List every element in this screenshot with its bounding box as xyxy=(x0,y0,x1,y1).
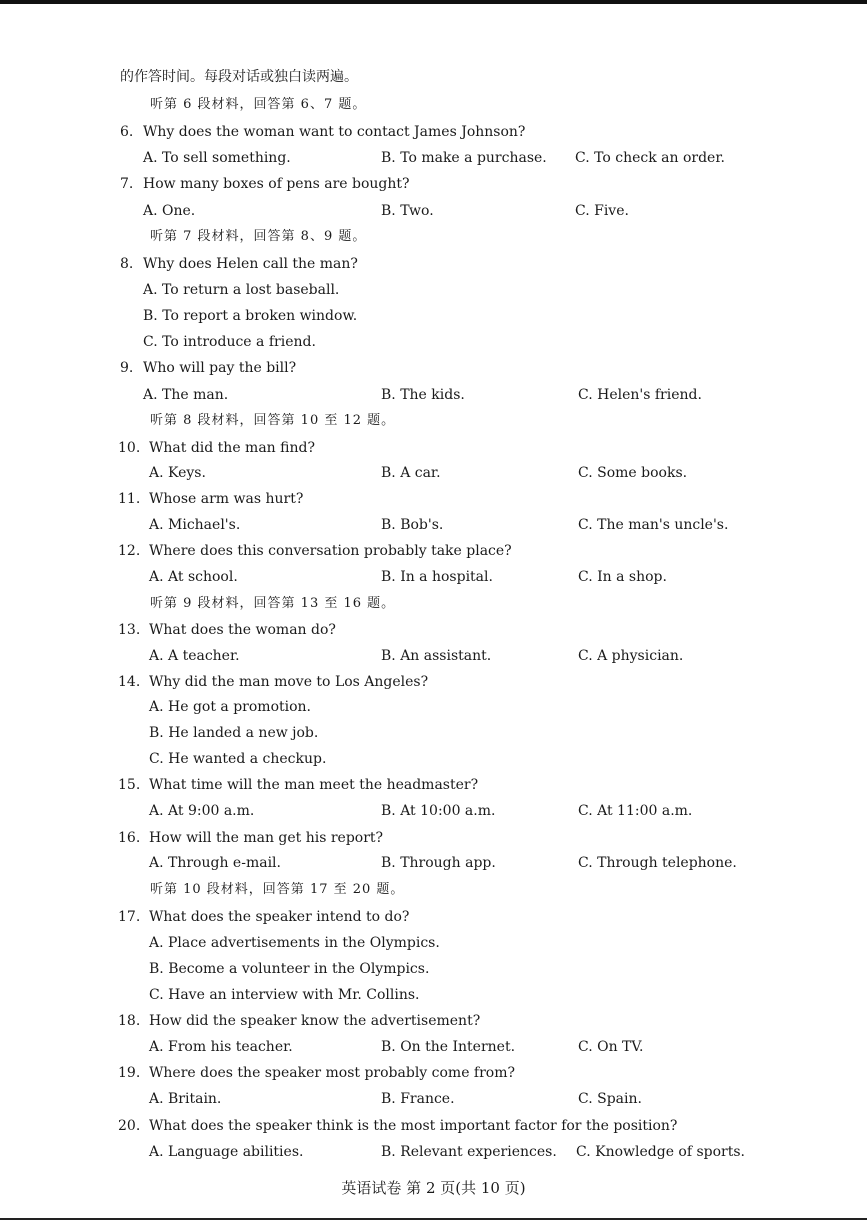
question-text: Where does this conversation probably take place? xyxy=(149,543,512,559)
option-a: A. Through e-mail. xyxy=(149,855,281,871)
question-17 xyxy=(0,906,867,928)
option-b: B. An assistant. xyxy=(381,648,492,664)
question-text: What does the speaker think is the most important factor for the position? xyxy=(149,1118,678,1134)
options-13 xyxy=(0,645,867,667)
option-c: C. The man's uncle's. xyxy=(578,517,729,533)
question-number: 11. xyxy=(118,491,141,507)
options-6 xyxy=(0,147,867,169)
question-number: 7. xyxy=(120,176,134,192)
options-10 xyxy=(0,462,867,484)
question-number: 12. xyxy=(118,543,141,559)
question-text: Why does the woman want to contact James Johnson? xyxy=(143,124,526,140)
option-b: B. He landed a new job. xyxy=(149,725,319,741)
option-a: A. A teacher. xyxy=(149,648,240,664)
question-number: 20. xyxy=(118,1118,141,1134)
options-16 xyxy=(0,852,867,874)
option-c: C. In a shop. xyxy=(578,569,667,585)
section-heading: 听第 9 段材料，回答第 13 至 16 题。 xyxy=(150,596,396,611)
question-text: Where does the speaker most probably come from? xyxy=(149,1065,516,1081)
question-8 xyxy=(0,253,867,275)
question-7 xyxy=(0,173,867,195)
question-14 xyxy=(0,671,867,693)
option-b: B. At 10:00 a.m. xyxy=(381,803,496,819)
option-c-line xyxy=(0,984,867,1006)
question-11 xyxy=(0,488,867,510)
options-9 xyxy=(0,384,867,406)
option-b: B. Become a volunteer in the Olympics. xyxy=(149,961,430,977)
option-a: A. He got a promotion. xyxy=(149,699,312,715)
options-15 xyxy=(0,800,867,822)
question-text: Whose arm was hurt? xyxy=(149,491,304,507)
option-b: B. Relevant experiences. xyxy=(381,1144,557,1160)
option-b: B. On the Internet. xyxy=(381,1039,516,1055)
section-heading: 听第 6 段材料，回答第 6、7 题。 xyxy=(150,97,367,112)
options-20 xyxy=(0,1141,867,1163)
option-a: A. Britain. xyxy=(149,1091,222,1107)
option-b: B. To report a broken window. xyxy=(143,308,358,324)
option-b: B. Two. xyxy=(381,203,434,219)
option-b: B. The kids. xyxy=(381,387,465,403)
option-b-line xyxy=(0,722,867,744)
option-c: C. Spain. xyxy=(578,1091,642,1107)
question-text: What time will the man meet the headmaster? xyxy=(149,777,479,793)
question-text: Who will pay the bill? xyxy=(143,360,297,376)
question-12 xyxy=(0,540,867,562)
question-number: 6. xyxy=(120,124,134,140)
option-a: A. Place advertisements in the Olympics. xyxy=(149,935,440,951)
option-c: C. Knowledge of sports. xyxy=(576,1144,746,1160)
question-text: What did the man find? xyxy=(149,440,315,456)
option-c: C. Some books. xyxy=(578,465,688,481)
question-text: How will the man get his report? xyxy=(149,830,384,846)
options-11 xyxy=(0,514,867,536)
question-number: 19. xyxy=(118,1065,141,1081)
question-number: 8. xyxy=(120,256,134,272)
option-a: A. Language abilities. xyxy=(149,1144,304,1160)
option-b-line xyxy=(0,305,867,327)
question-15 xyxy=(0,774,867,796)
option-c: C. Five. xyxy=(575,203,629,219)
option-c: C. To check an order. xyxy=(575,150,725,166)
question-text: What does the speaker intend to do? xyxy=(149,909,410,925)
question-number: 10. xyxy=(118,440,141,456)
question-number: 16. xyxy=(118,830,141,846)
option-c-line xyxy=(0,331,867,353)
option-c: C. To introduce a friend. xyxy=(143,334,316,350)
option-c: C. At 11:00 a.m. xyxy=(578,803,693,819)
option-c: C. Through telephone. xyxy=(578,855,737,871)
question-number: 14. xyxy=(118,674,141,690)
option-a: A. Keys. xyxy=(149,465,206,481)
section-heading: 听第 8 段材料，回答第 10 至 12 题。 xyxy=(150,413,396,428)
option-a: A. To return a lost baseball. xyxy=(143,282,340,298)
option-b: B. In a hospital. xyxy=(381,569,493,585)
option-b: B. Bob's. xyxy=(381,517,444,533)
option-a-line xyxy=(0,696,867,718)
option-c: C. Have an interview with Mr. Collins. xyxy=(149,987,420,1003)
option-a: A. To sell something. xyxy=(143,150,291,166)
question-text: How did the speaker know the advertisement? xyxy=(149,1013,481,1029)
question-13 xyxy=(0,619,867,641)
option-a: A. Michael's. xyxy=(149,517,241,533)
question-9 xyxy=(0,357,867,379)
intro-text: 的作答时间。每段对话或独白读两遍。 xyxy=(120,69,358,85)
option-c: C. He wanted a checkup. xyxy=(149,751,327,767)
question-text: Why does Helen call the man? xyxy=(143,256,358,272)
top-border xyxy=(0,0,867,4)
options-12 xyxy=(0,566,867,588)
option-a: A. The man. xyxy=(143,387,229,403)
question-number: 17. xyxy=(118,909,141,925)
option-c: C. A physician. xyxy=(578,648,684,664)
question-18 xyxy=(0,1010,867,1032)
bottom-border xyxy=(0,1218,867,1220)
section-heading: 听第 10 段材料，回答第 17 至 20 题。 xyxy=(150,882,405,897)
question-16 xyxy=(0,827,867,849)
question-number: 13. xyxy=(118,622,141,638)
question-text: How many boxes of pens are bought? xyxy=(143,176,410,192)
question-text: Why did the man move to Los Angeles? xyxy=(149,674,429,690)
option-a: A. At school. xyxy=(149,569,238,585)
options-19 xyxy=(0,1088,867,1110)
option-c: C. Helen's friend. xyxy=(578,387,702,403)
intro-line xyxy=(0,66,867,88)
options-7 xyxy=(0,200,867,222)
option-b: B. France. xyxy=(381,1091,455,1107)
option-a: A. One. xyxy=(143,203,196,219)
option-a: A. From his teacher. xyxy=(149,1039,293,1055)
option-a: A. At 9:00 a.m. xyxy=(149,803,255,819)
option-c-line xyxy=(0,748,867,770)
question-19 xyxy=(0,1062,867,1084)
question-10 xyxy=(0,437,867,459)
option-b: B. Through app. xyxy=(381,855,496,871)
option-b-line xyxy=(0,958,867,980)
question-number: 9. xyxy=(120,360,134,376)
option-a-line xyxy=(0,279,867,301)
option-b: B. To make a purchase. xyxy=(381,150,547,166)
question-20 xyxy=(0,1115,867,1137)
question-number: 18. xyxy=(118,1013,141,1029)
section-heading: 听第 7 段材料，回答第 8、9 题。 xyxy=(150,229,367,244)
option-a-line xyxy=(0,932,867,954)
question-number: 15. xyxy=(118,777,141,793)
question-text: What does the woman do? xyxy=(149,622,336,638)
option-c: C. On TV. xyxy=(578,1039,644,1055)
question-6 xyxy=(0,121,867,143)
page-footer: 英语试卷 第 2 页(共 10 页) xyxy=(341,1179,526,1197)
option-b: B. A car. xyxy=(381,465,441,481)
options-18 xyxy=(0,1036,867,1058)
